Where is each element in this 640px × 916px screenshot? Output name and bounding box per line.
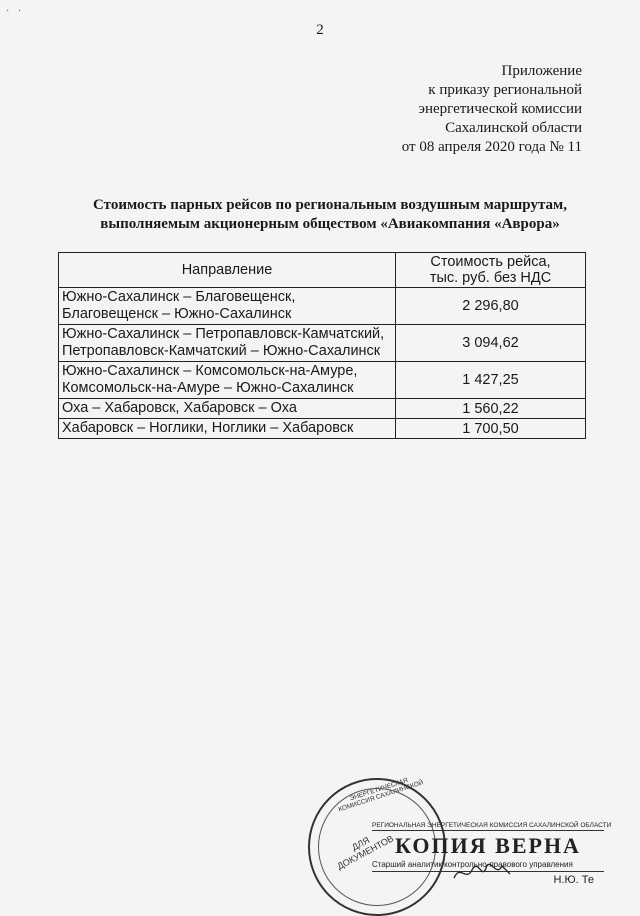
route-line: Южно-Сахалинск – Комсомольск-на-Амуре, (62, 363, 358, 379)
route-cost: 1 700,50 (396, 419, 586, 439)
stamp-agency: РЕГИОНАЛЬНАЯ ЭНЕРГЕТИЧЕСКАЯ КОМИССИЯ САХАЛИНСКОЙ ОБЛАСТИ (372, 822, 612, 829)
appendix-line: энергетической комиссии (418, 101, 582, 117)
route-line: Петропавловск-Камчатский – Южно-Сахалинск (62, 343, 381, 359)
appendix-line: к приказу региональной (428, 82, 582, 98)
document-title (60, 196, 600, 234)
route-line: Южно-Сахалинск – Благовещенск, (62, 289, 296, 305)
signature-mark (452, 862, 512, 884)
header-direction: Направление (59, 253, 396, 288)
route-direction (59, 362, 396, 399)
header-cost-line: Стоимость рейса, (430, 254, 551, 270)
route-cost: 3 094,62 (396, 325, 586, 362)
table-row (59, 419, 586, 439)
route-direction (59, 325, 396, 362)
route-cost: 2 296,80 (396, 288, 586, 325)
route-line: Благовещенск – Южно-Сахалинск (62, 306, 292, 322)
header-cost-line: тыс. руб. без НДС (429, 270, 552, 286)
route-direction: Оха – Хабаровск, Хабаровск – Оха (59, 399, 396, 419)
route-cost: 1 427,25 (396, 362, 586, 399)
stamp-position: Старший аналитик контрольно-правового управления (372, 860, 573, 869)
stamp-signer: Н.Ю. Те (553, 874, 594, 886)
table-row (59, 362, 586, 399)
table-row (59, 288, 586, 325)
route-line: Комсомольск-на-Амуре – Южно-Сахалинск (62, 380, 354, 396)
routes-table (58, 252, 586, 439)
table-row (59, 399, 586, 419)
table-header-row (59, 253, 586, 288)
appendix-line: Сахалинской области (445, 120, 582, 136)
seal-ring-text: ЭНЕРГЕТИЧЕСКАЯ КОМИССИЯ САХАЛИНСКОЙ (337, 776, 425, 814)
route-line: Южно-Сахалинск – Петропавловск-Камчатский, (62, 326, 385, 342)
stamp-signer-row (372, 871, 604, 890)
route-direction: Хабаровск – Ноглики, Ноглики – Хабаровск (59, 419, 396, 439)
appendix-block (402, 62, 582, 157)
title-line: выполняемым акционерным обществом «Авиакомпания «Аврора» (100, 216, 560, 232)
page-number: 2 (316, 22, 324, 38)
appendix-line: от 08 апреля 2020 года № 11 (401, 139, 582, 155)
route-cost: 1 560,22 (396, 399, 586, 419)
route-direction (59, 288, 396, 325)
appendix-line: Приложение (501, 63, 582, 79)
copy-certified-stamp (372, 822, 612, 892)
seal-center-text: ДЛЯ ДОКУМЕНТОВ (335, 833, 396, 872)
table-row (59, 325, 586, 362)
title-line: Стоимость парных рейсов по региональным воздушным маршрутам, (93, 197, 567, 213)
corner-marks: · · (6, 6, 25, 17)
header-cost (396, 253, 586, 288)
stamp-title: КОПИЯ ВЕРНА (395, 833, 581, 858)
